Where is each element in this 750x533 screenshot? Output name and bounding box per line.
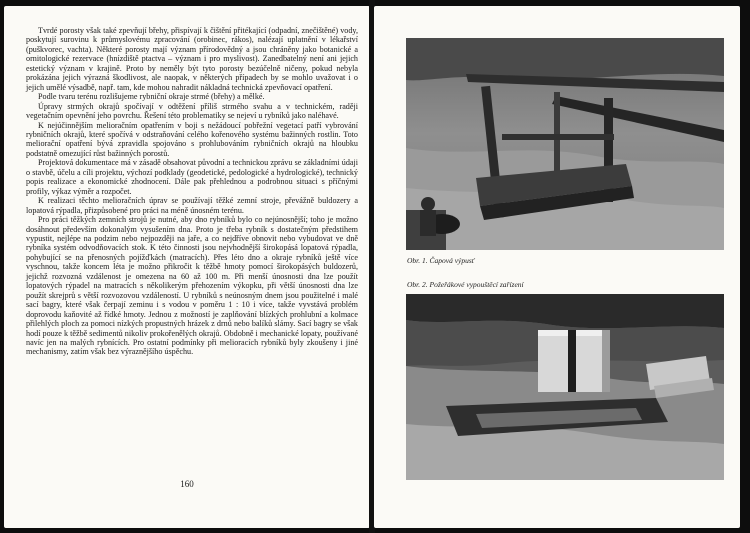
body-text [26, 26, 358, 357]
paragraph-6: K realizaci těchto melioračních úprav se používají těžké zemní stroje, převážně buldozery a lopatová rýpadla, přizpůsobené pro práci na méně únosném terénu. [26, 196, 358, 215]
photo-cap-outlet [406, 38, 724, 250]
paragraph-7: Pro práci těžkých zemních strojů je nutné, aby dno rybníků bylo co nejúnosnější; toho je možno dosáhnout především dokonalým vysušením dna. Proto je třeba rybník s dostatečným předstihem vypustit, nejlépe na podzim nebo nejpozději na jaře, a co nejdříve obnovit nebo vybudovat ve dně rybníka systém odvodňovacích stok. K této činnosti jsou nejvhodnější širokopásá lopatová rýpadla, pohybující se na přenosných pojížďkách (matracích). Přes léto dno a okraje rybníků ještě více vyschnou, takže koncem léta je možno přikročit k těžbě hmoty pomocí širokopásých buldozerů, jejichž rozvozná vzdálenost je omezena na 60 až 100 m. Při menší únosnosti dna lze použít lopatových rýpadel na matracích s několikerým přehozením výkopku, při větší únosnosti dna lze použít skrejprů s větší rozvozovou vzdáleností. U rybníků s neúnosným dnem jsou použitelné i malé sací bagry, které však čerpají zeminu i s vodou v poměru 1 : 10 i více, takže vyvstává problém doprovodu kaňovité až řídké hmoty. Jednou z možností je zaplňování blízkých prohlubní a kolmace přilehlých ploch za pomoci nízkých propustných hrázek z drnů nebo balíků slámy. Sací bagry se však hodí pouze k těžbě sedimentů nikoliv prokořenělých okrajů. Obdobně i mechanické lopaty, používané navíc jen na malých rybnících. Pro ostatní podmínky při melioracích rybníků byly zkoušeny i jiné mechanismy, zatím však bez výraznějšího úspěchu. [26, 215, 358, 357]
caption-figure-2: Obr. 2. Požeřákové vypouštěcí zařízení [407, 280, 524, 289]
caption-figure-1: Obr. 1. Čapová výpusť [407, 256, 475, 265]
paragraph-5: Projektová dokumentace má v zásadě obsahovat původní a technickou zprávu se základními údaji o stavbě, účelu a cíli projektu, výchozí podklady (geodetické, pedologické a hydrologické), technický popis realizace a ekonomické zhodnocení. Dále pak přehlednou a podrobnou situaci s příčnými profily, výkaz výměr a rozpočet. [26, 158, 358, 196]
page-number: 160 [180, 479, 194, 489]
paragraph-2: Podle tvaru terénu rozlišujeme rybniční okraje strmé (břehy) a mělké. [38, 92, 265, 102]
paragraph-3: Úpravy strmých okrajů spočívají v odtěžení příliš strmého svahu a v technickém, raději vegetačním opevnění jeho povrchu. Řešení této problematiky se nejeví u rybníků jako naléhavé. [26, 101, 358, 121]
paragraph-1: Tvrdé porosty však také zpevňují břehy, přispívají k čištění přitékající (odpadní, znečištěné) vody, poskytují surovinu k průmyslovému zpracování (orobinec, rákos), nalézají uplatnění v lékařství (puškvorec, vachta). Některé porosty mají význam přírodovědný a jsou chráněny jako botanické a ornitologické rezervace (hnízdiště ptactva – význam i pro myslivost). Zanedbatelný není ani jejich estetický význam v krajině. Proto by neměly být tyto porosty bezúčelně ničeny, pokud nebyla prokázána jejich výrazná škodlivost, ale naopak, v některých případech by se mohlo uvažovat i o jejich umělé výsadbě, např. tam, kde mohou nahradit nákladná technická zpevňovací opatření. [26, 26, 358, 92]
left-page [4, 6, 370, 528]
right-page [374, 6, 740, 528]
photo-monk-outlet [406, 294, 724, 480]
paragraph-4: K nejúčinnějším melioračním opatřením v boji s nežádoucí pobřežní vegetací patří vybrování rybničních okrajů, které spočívá v odstraňování celého kořenového systému bažinných rostlin. Toto meliorační opatření bývá zpravidla spojováno s prohlubováním rybničních okrajů na hloubku podstatně omezující růst bažinných porostů. [26, 120, 358, 158]
